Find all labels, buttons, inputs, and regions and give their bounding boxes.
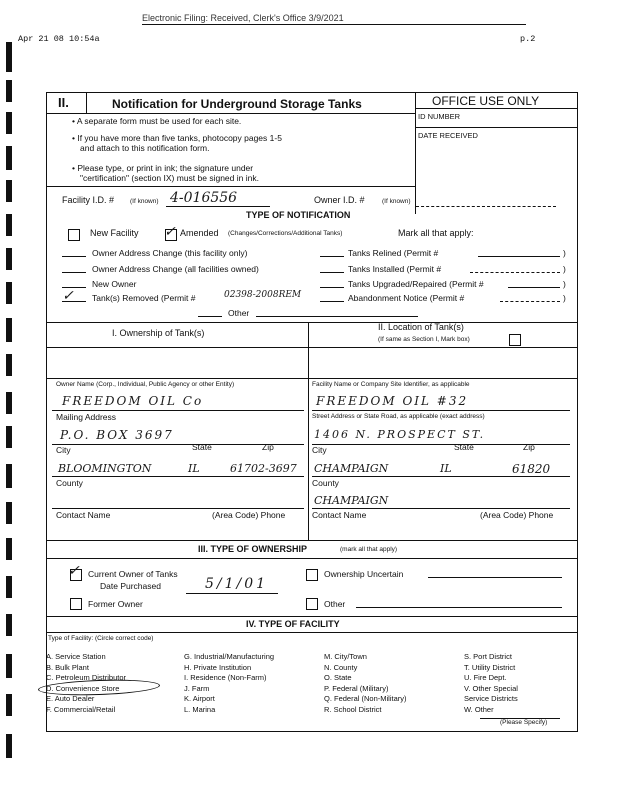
facility-type-option[interactable]: P. Federal (Military) [324,683,389,693]
county-label: County [312,478,339,488]
other-option: Other [228,308,250,318]
contact-name-label: Contact Name [56,510,111,520]
instruction-line: • If you have more than five tanks, photocopy pages 1-5 [72,133,282,143]
other-ownership-label: Other [324,599,346,609]
facility-type-option[interactable]: L. Marina [184,704,216,714]
id-number-label: ID NUMBER [418,112,461,121]
divider [47,113,415,114]
scan-mark [6,318,12,342]
city-label: City [56,445,71,455]
facility-type-option[interactable]: F. Commercial/Retail [46,704,116,714]
check-mark: ✓ [62,288,74,304]
option-line[interactable] [320,256,344,257]
scan-mark [6,392,12,414]
facility-type-option[interactable]: U. Fire Dept. [464,673,507,682]
amended-note: (Changes/Corrections/Additional Tanks) [228,230,343,237]
scan-mark [6,538,12,560]
instruction-line: and attach to this notification form. [80,143,210,153]
facility-type-option[interactable]: G. Industrial/Manufacturing [184,652,275,661]
owner-id-label: Owner I.D. # [314,195,365,205]
scan-mark [6,464,12,488]
instruction-line: • A separate form must be used for each site. [72,116,242,126]
owner-change-facility-option: Owner Address Change (this facility only) [92,248,248,258]
divider [47,186,415,187]
facility-id-value[interactable]: 4-016556 [170,190,238,206]
ownership-uncertain-checkbox[interactable] [306,569,318,581]
divider [415,108,577,109]
facility-type-option[interactable]: C. Petroleum Distributor [46,673,127,682]
facility-type-option[interactable]: I. Residence (Non-Farm) [184,673,267,682]
scan-mark [6,734,12,758]
street-value[interactable]: 1406 N. PROSPECT ST. [314,428,486,441]
if-known-note: (If known) [130,198,159,205]
facility-type-instruction: Type of Facility: (Circle correct code) [48,635,154,642]
owner-change-all-option: Owner Address Change (all facilities owned) [92,264,259,274]
filing-stamp: Electronic Filing: Received, Clerk's Office 3/9/2021 [142,13,344,23]
underline [186,593,278,594]
state-label: State [192,442,212,452]
scan-mark [6,112,12,134]
facility-type-option[interactable]: S. Port District [464,652,512,661]
option-line[interactable] [320,301,344,302]
other-ownership-checkbox[interactable] [306,598,318,610]
facility-type-option[interactable]: Service Districts [464,694,518,703]
other-ownership-field[interactable] [356,607,562,608]
fax-header-time: Apr 21 08 10:54a [18,34,100,44]
divider [47,378,577,379]
current-owner-label: Current Owner of Tanks [88,569,178,579]
section-4-title: IV. TYPE OF FACILITY [246,619,340,629]
section-number: II. [58,95,69,110]
date-received-label: DATE RECEIVED [418,131,478,140]
permit-field[interactable] [478,256,560,257]
city-value[interactable]: CHAMPAIGN [314,462,389,475]
scan-mark [6,248,12,270]
scan-mark [6,214,12,236]
facility-type-option[interactable]: T. Utility District [464,662,516,672]
scan-mark [6,282,12,304]
mailing-address-label: Mailing Address [56,412,117,422]
option-line[interactable] [320,287,344,288]
state-label: State [454,442,474,452]
facility-type-option[interactable]: N. County [324,662,358,672]
divider [47,322,577,323]
other-field[interactable] [256,316,418,317]
facility-type-option[interactable]: Q. Federal (Non-Military) [324,694,407,703]
zip-label: Zip [523,442,535,452]
mark-all-instruction: Mark all that apply: [398,228,474,238]
check-mark: ✓ [68,563,80,579]
phone-label: (Area Code) Phone [480,510,554,520]
zip-label: Zip [262,442,274,452]
facility-type-option[interactable]: R. School District [324,704,382,714]
permit-field[interactable] [470,272,560,273]
former-owner-label: Former Owner [88,599,143,609]
office-use-heading: OFFICE USE ONLY [432,94,540,108]
instruction-line: • Please type, or print in ink; the signature under [72,163,254,173]
state-value[interactable]: IL [440,462,452,475]
owner-name-value[interactable]: FREEDOM OIL Co [62,394,204,408]
facility-type-option[interactable]: O. State [324,673,352,682]
underline [428,577,562,578]
underline [312,476,570,477]
stamp-rule [142,24,526,25]
county-value[interactable]: CHAMPAIGN [314,494,389,507]
underline [166,206,270,207]
scan-mark [6,614,12,636]
facility-type-option[interactable]: A. Service Station [46,652,106,661]
tanks-installed-option: Tanks Installed (Permit # [348,264,442,274]
facility-type-option[interactable]: J. Farm [184,683,210,693]
scan-mark [6,80,12,102]
underline [312,508,570,509]
owner-id-field[interactable] [416,206,556,207]
divider [86,93,87,114]
check-mark: ✓ [164,224,176,240]
amended-label: Amended [180,228,219,238]
facility-type-option[interactable]: B. Bulk Plant [46,662,89,672]
section-3-title: III. TYPE OF OWNERSHIP [198,544,308,554]
facility-type-option[interactable]: M. City/Town [324,652,367,661]
county-label: County [56,478,83,488]
former-owner-checkbox[interactable] [70,598,82,610]
facility-type-option[interactable]: H. Private Institution [184,662,252,672]
date-purchased-value[interactable]: 5/1/01 [205,576,269,592]
permit-field[interactable] [508,287,560,288]
facility-type-option[interactable]: W. Other [464,704,494,714]
permit-field[interactable] [500,301,560,302]
type-of-notification-heading: TYPE OF NOTIFICATION [246,210,351,220]
street-label: Street Address or State Road, as applicable (exact address) [312,413,485,420]
option-line[interactable] [198,316,222,317]
zip-value[interactable]: 61820 [512,462,551,476]
owner-name-label: Owner Name (Corp., Individual, Public Agency or other Entity) [56,381,235,388]
divider [47,558,577,559]
instruction-line: "certification" (section IX) must be signed in ink. [80,173,259,183]
form-title: Notification for Underground Storage Tanks [112,97,362,111]
abandonment-option: Abandonment Notice (Permit # [348,293,465,303]
underline [312,410,570,411]
divider [47,616,577,617]
facility-type-option[interactable]: D. Convenience Store [46,683,120,693]
option-line[interactable] [320,272,344,273]
scan-mark [6,502,12,524]
same-as-section-1-checkbox[interactable] [509,334,521,346]
section-1-title: I. Ownership of Tank(s) [112,328,205,338]
tanks-removed-permit[interactable]: 02398-2008REM [224,290,302,300]
scan-mark [6,42,12,72]
new-facility-label: New Facility [90,228,139,238]
section-3-note: (mark all that apply) [340,546,398,553]
tanks-upgraded-option: Tanks Upgraded/Repaired (Permit # [348,279,484,289]
please-specify-note: (Please Specify) [500,719,548,726]
divider [308,322,309,540]
scan-mark [6,654,12,678]
tanks-removed-option: Tank(s) Removed (Permit # [92,293,196,303]
scan-mark [6,146,12,170]
underline [52,508,304,509]
facility-id-label: Facility I.D. # [62,195,115,205]
divider [47,347,577,348]
option-line[interactable] [62,256,86,257]
option-line[interactable] [62,272,86,273]
ownership-uncertain-label: Ownership Uncertain [324,569,404,579]
scan-mark [6,576,12,598]
scan-mark [6,354,12,376]
mailing-address-value[interactable]: P.O. BOX 3697 [60,428,174,442]
scan-mark [6,426,12,448]
contact-name-label: Contact Name [312,510,367,520]
state-value[interactable]: IL [188,462,200,475]
fax-page-number: p.2 [520,34,536,44]
new-facility-checkbox[interactable] [68,229,80,241]
scan-mark [6,694,12,716]
tanks-relined-option: Tanks Relined (Permit # [348,248,439,258]
underline [52,476,304,477]
scan-mark [6,180,12,202]
facility-type-option[interactable]: E. Auto Dealer [46,694,95,703]
city-label: City [312,445,327,455]
divider [415,127,577,128]
divider [47,632,577,633]
facility-name-label: Facility Name or Company Site Identifier, as applicable [312,381,470,388]
underline [52,410,304,411]
new-owner-option: New Owner [92,279,137,289]
city-value[interactable]: BLOOMINGTON [58,462,152,475]
zip-value[interactable]: 61702-3697 [230,462,297,475]
facility-type-option[interactable]: K. Airport [184,694,215,703]
facility-type-option[interactable]: V. Other Special [464,683,518,693]
phone-label: (Area Code) Phone [212,510,286,520]
if-known-note: (If known) [382,198,411,205]
date-purchased-label: Date Purchased [100,581,161,591]
section-2-title: II. Location of Tank(s) [378,322,464,332]
divider [415,93,416,214]
section-2-note: (If same as Section I, Mark box) [378,336,470,343]
divider [47,540,577,541]
facility-name-value[interactable]: FREEDOM OIL #32 [316,394,469,408]
